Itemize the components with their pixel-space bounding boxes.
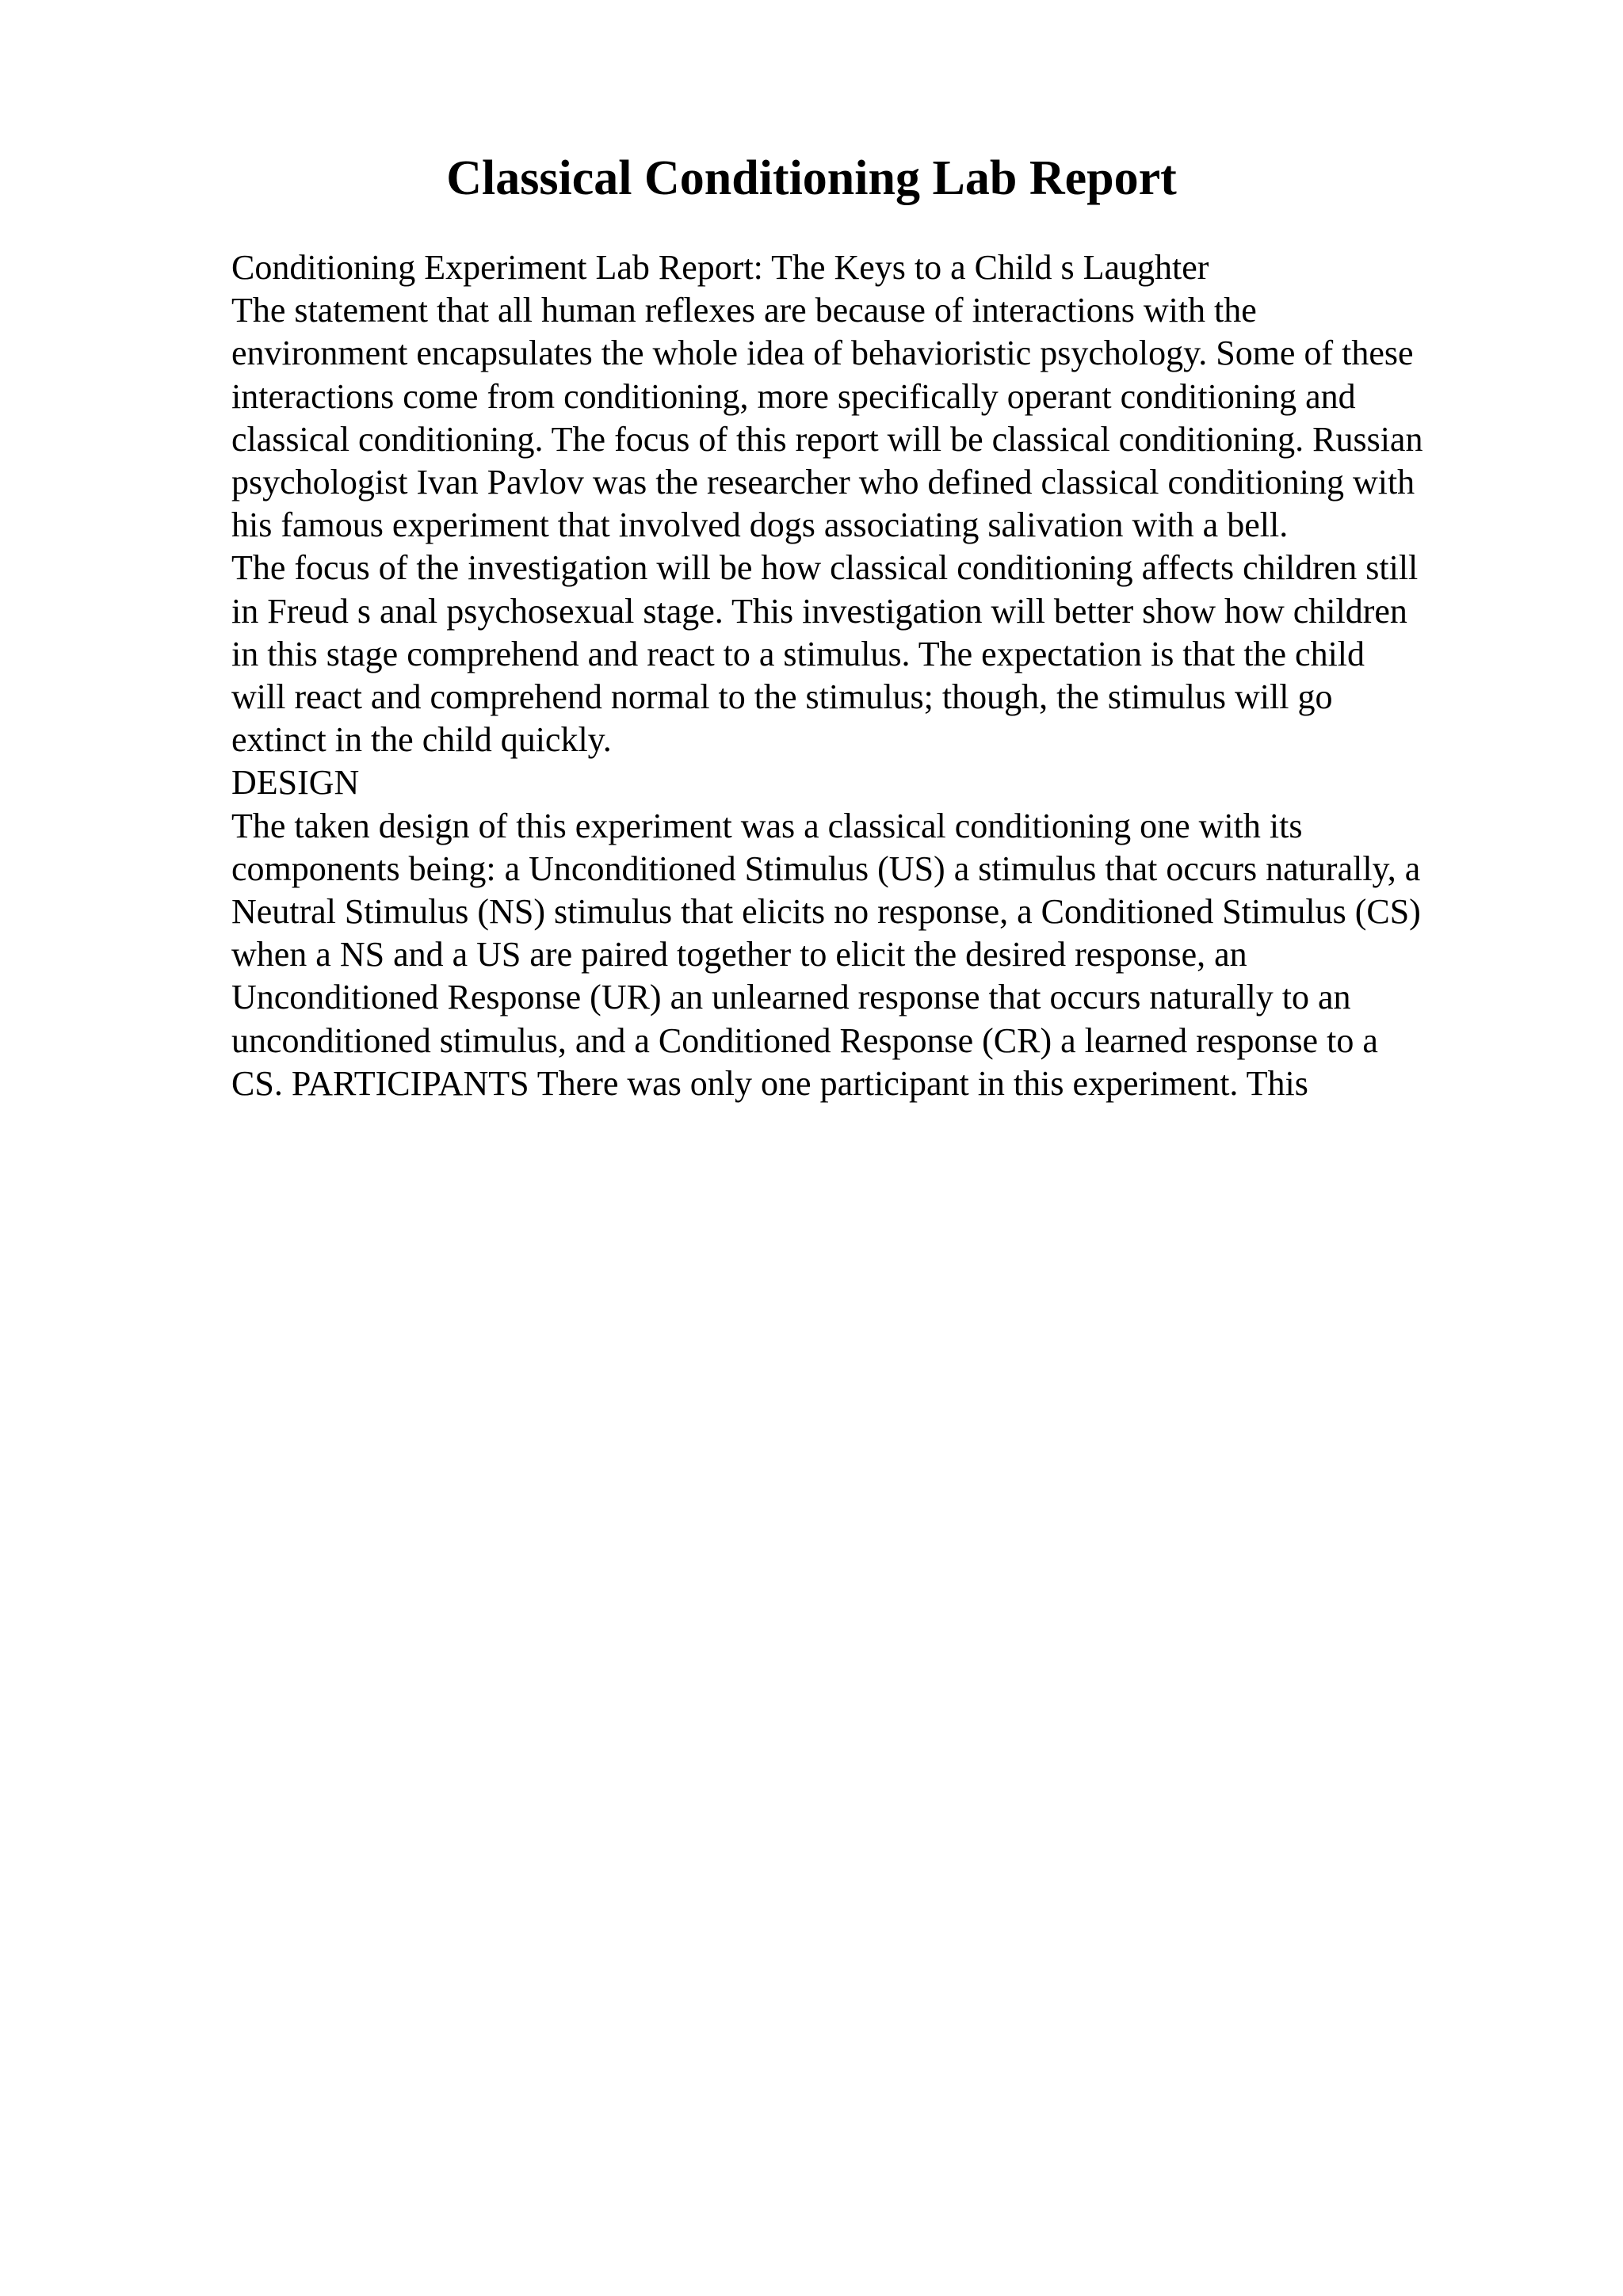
text-line: environment encapsulates the whole idea of behavioristic psychology. Some of these — [231, 334, 1414, 373]
text-line: classical conditioning. The focus of this report will be classical conditioning. Russian — [231, 419, 1423, 459]
text-line: The taken design of this experiment was a classical conditioning one with its — [231, 806, 1303, 845]
text-line: will react and comprehend normal to the stimulus; though, the stimulus will go — [231, 677, 1333, 717]
text-line: when a NS and a US are paired together to elicit the desired response, an — [231, 935, 1247, 974]
text-line: CS. PARTICIPANTS There was only one participant in this experiment. This — [231, 1063, 1308, 1103]
text-line: interactions come from conditioning, more specifically operant conditioning and — [231, 376, 1356, 416]
text-line: components being: a Unconditioned Stimulus (US) a stimulus that occurs naturally, a — [231, 849, 1421, 888]
section-heading-design: DESIGN — [231, 763, 360, 803]
text-line: psychologist Ivan Pavlov was the researcher who defined classical conditioning with — [231, 463, 1415, 502]
text-line: Neutral Stimulus (NS) stimulus that elicits no response, a Conditioned Stimulus (CS) — [231, 892, 1421, 932]
text-line: his famous experiment that involved dogs associating salivation with a bell. — [231, 505, 1289, 545]
text-line: unconditioned stimulus, and a Conditioned Response (CR) a learned response to a — [231, 1020, 1378, 1060]
text-line: Conditioning Experiment Lab Report: The Keys to a Child s Laughter — [231, 248, 1209, 287]
text-line: in Freud s anal psychosexual stage. This investigation will better show how children — [231, 591, 1407, 631]
document-title: Classical Conditioning Lab Report — [446, 151, 1177, 205]
text-line: extinct in the child quickly. — [231, 720, 612, 760]
text-line: The statement that all human reflexes are because of interactions with the — [231, 291, 1257, 330]
text-line: The focus of the investigation will be how classical conditioning affects children still — [231, 548, 1419, 588]
text-line: in this stage comprehend and react to a stimulus. The expectation is that the child — [231, 634, 1365, 673]
document-body — [231, 246, 1515, 1105]
text-line: Unconditioned Response (UR) an unlearned response that occurs naturally to an — [231, 978, 1351, 1017]
